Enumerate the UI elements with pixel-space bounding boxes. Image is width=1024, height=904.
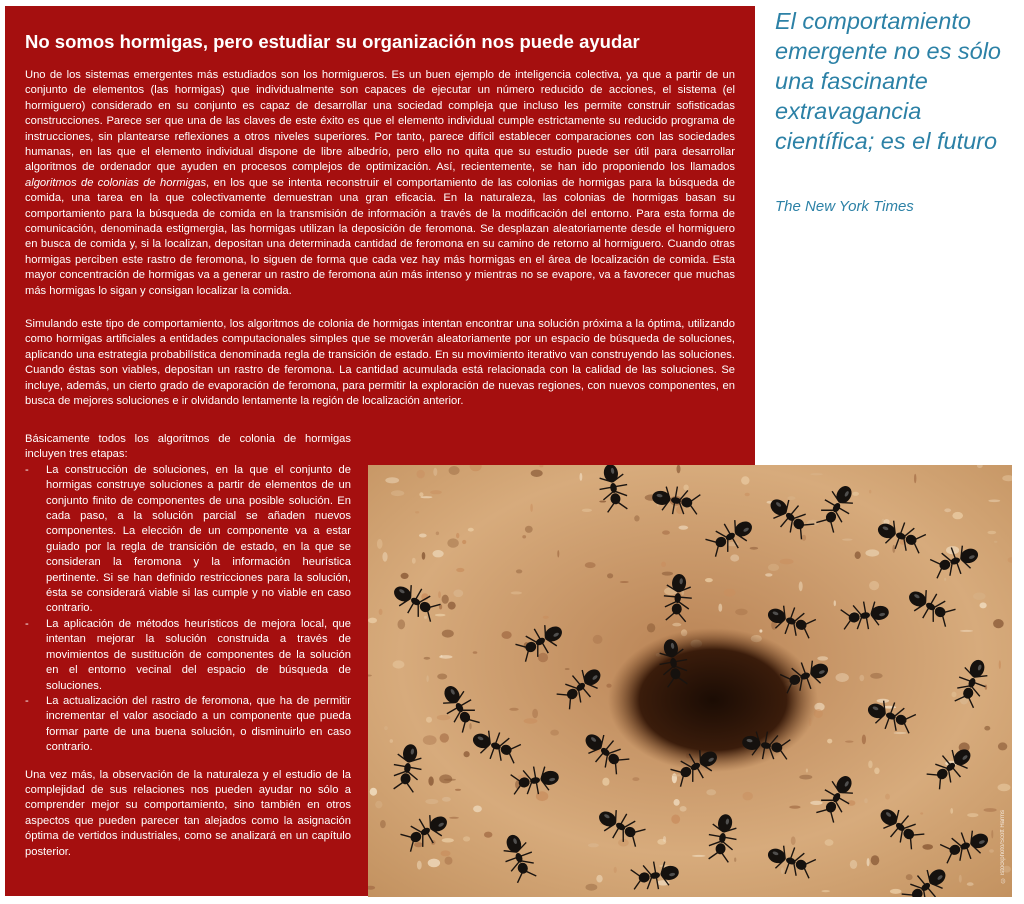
soil-grain (743, 792, 753, 801)
soil-grain (377, 539, 383, 549)
soil-grain (484, 832, 492, 838)
soil-grain (892, 545, 895, 553)
soil-grain (449, 817, 459, 819)
paragraph-simulation: Simulando este tipo de comportamiento, los algoritmos de colonia de hormigas intentan encontrar una solución próxima a la óptima, utilizando como hormigas artificiales a entidades computacionales simples que se moverán aleatoriamente por un espacio de búsqueda de soluciones, aplicando una estrategia probabilística denominada regla de transición de estado. En su movimiento iterativo van construyendo las soluciones. Cuando éstas son viables, depositan un rastro de feromona. La cantidad acumulada está relacionada con la calidad de las soluciones. Se incluye, además, un cierto grado de evaporación de feromona, para permitir la exploración de nuevas regiones, con nuevos componentes, en busca de mejores soluciones e ir olvidando lentamente la región de localización anterior. (25, 318, 735, 408)
list-item: - La aplicación de métodos heurísticos de mejora local, que intentan mejorar la solución construida a través de movimientos de sustitución de componentes de la solución en el entorno vecinal del espacio de búsqueda de soluciones. (25, 617, 351, 694)
soil-grain (780, 559, 794, 565)
soil-grain (430, 490, 442, 494)
soil-grain (768, 564, 779, 571)
paragraph-stages-intro: Básicamente todos los algoritmos de colonia de hormigas incluyen tres etapas: (25, 433, 351, 461)
soil-grain (952, 692, 957, 698)
soil-grain (424, 616, 427, 619)
soil-grain (375, 801, 382, 809)
soil-grain (759, 629, 762, 632)
soil-grain (987, 531, 996, 534)
soil-grain (384, 726, 388, 730)
soil-grain (607, 573, 613, 578)
soil-grain (973, 593, 986, 600)
soil-grain (516, 569, 522, 573)
soil-grain (463, 836, 470, 841)
soil-grain (419, 492, 423, 496)
left-column (25, 432, 351, 860)
soil-grain (455, 789, 461, 791)
soil-grain (810, 473, 823, 475)
soil-grain (464, 751, 470, 757)
soil-grain (647, 623, 655, 632)
soil-grain (821, 890, 830, 892)
soil-grain (683, 485, 688, 491)
soil-grain (802, 535, 806, 541)
soil-grain (662, 572, 673, 576)
soil-grain (423, 735, 437, 745)
soil-grain (419, 534, 427, 538)
soil-grain (859, 675, 864, 681)
soil-grain (620, 581, 629, 583)
soil-grain (412, 558, 416, 564)
soil-grain (401, 573, 409, 579)
soil-grain (834, 600, 836, 606)
soil-grain (557, 550, 559, 557)
soil-grain (871, 855, 880, 865)
soil-grain (920, 812, 923, 814)
soil-grain (735, 609, 747, 616)
soil-grain (453, 590, 463, 598)
soil-grain (867, 858, 870, 866)
soil-grain (988, 500, 1000, 503)
ants-photo (368, 465, 1012, 897)
pull-quote: El comportamiento emergente no es sólo una fascinante extravagancia científica; es el futuro (775, 8, 1002, 154)
soil-grain (586, 884, 598, 891)
soil-grain (855, 551, 861, 559)
soil-grain (614, 867, 617, 873)
soil-grain (509, 708, 518, 711)
soil-grain (599, 501, 606, 503)
soil-grain (449, 466, 460, 475)
soil-grain (877, 699, 890, 703)
soil-grain (425, 799, 438, 804)
soil-grain (817, 656, 828, 660)
soil-grain (984, 808, 997, 812)
soil-grain (993, 619, 1004, 628)
soil-grain (706, 789, 716, 795)
stages-list (25, 463, 351, 756)
soil-grain (588, 843, 599, 847)
soil-grain (734, 858, 736, 862)
soil-grain (380, 820, 386, 828)
soil-grain (989, 849, 994, 852)
soil-grain (914, 474, 916, 483)
soil-grain (368, 618, 377, 624)
soil-grain (799, 775, 812, 780)
soil-grain (438, 591, 441, 598)
soil-grain (393, 660, 405, 668)
soil-grain (435, 614, 446, 617)
soil-grain (890, 889, 902, 894)
soil-grain (705, 578, 713, 582)
soil-grain (885, 794, 890, 800)
photo-credit: © istockphoto/Scott Harms (1000, 810, 1006, 883)
soil-grain (671, 815, 680, 824)
soil-grain (379, 609, 383, 615)
soil-grain (390, 739, 393, 743)
soil-grain (530, 504, 533, 512)
soil-grain (417, 861, 422, 870)
paragraph-ant-colonies (25, 68, 735, 299)
soil-grain (382, 552, 387, 562)
soil-grain (870, 673, 882, 679)
soil-grain (950, 808, 953, 814)
soil-grain (422, 552, 426, 560)
soil-grain (960, 630, 973, 632)
soil-grain (448, 602, 456, 610)
paragraph-conclusion: Una vez más, la observación de la naturaleza y el estudio de la complejidad de sus relaciones nos pueden ayudar no sólo a comprender mejor su comportamiento, sino también en otros aspectos que pueden parecer tan alejados como la asignación óptima de vertidos industriales, como se analizará en un capítulo posterior. (25, 768, 351, 858)
soil-grain (967, 882, 974, 886)
soil-grain (532, 709, 538, 718)
soil-grain (810, 801, 822, 805)
soil-grain (370, 788, 377, 796)
soil-grain (473, 806, 482, 813)
soil-grain (565, 668, 570, 670)
soil-grain (441, 850, 451, 856)
soil-grain (634, 515, 639, 521)
soil-grain (868, 761, 872, 769)
soil-grain (426, 675, 428, 682)
soil-grain (865, 549, 879, 556)
soil-grain (585, 562, 596, 568)
soil-grain (852, 492, 859, 496)
soil-grain (750, 547, 759, 550)
soil-grain (791, 836, 796, 845)
soil-grain (806, 769, 808, 773)
soil-grain (469, 723, 471, 729)
soil-grain (862, 735, 866, 745)
soil-grain (437, 715, 451, 721)
soil-grain (538, 653, 548, 663)
soil-grain (632, 777, 639, 781)
soil-grain (433, 468, 437, 476)
soil-grain (842, 539, 853, 541)
soil-grain (439, 774, 452, 783)
paragraph-text: Uno de los sistemas emergentes más estudiados son los hormigueros. Es un buen ejemplo de inteligencia colectiva, ya que a partir de un conjunto de elementos (las hormigas) que individualmente son capaces de ejecutar un número reducido de acciones, el sistema (el hormiguero) considerado en su conjunto es capaz de desarrollar una sociedad compleja que incluso les permite construir sofisticadas construcciones. Parece ser que una de las claves de este éxito es que el elemento individual cumple estrictamente su reducido programa de instrucciones, sin plantearse reflexiones a otros niveles superiores. Por tanto, parece difícil establecer comparaciones con las sociedades humanas, en las que el elemento individual dispone de libre albedrío, pero ello no quita que su estudio puede ser útil para desarrollar algoritmos de ordenador que ayuden en procesos complejos de optimización. Así, recientemente, se han ido proponiendo los llamados (25, 69, 735, 174)
soil-grain (593, 635, 603, 644)
soil-grain (522, 535, 526, 538)
soil-grain (445, 857, 453, 865)
article-title: No somos hormigas, pero estudiar su organización nos puede ayudar (25, 31, 640, 52)
soil-grain (991, 830, 993, 839)
soil-grain (741, 476, 749, 484)
soil-grain (952, 512, 963, 519)
soil-grain (661, 562, 666, 567)
paragraph-text: , en los que se intenta reconstruir el comportamiento de las colonias de hormigas para la búsqueda de comida, una tarea en la que colectivamente demuestran una gran eficacia. En la naturaleza, las colonias de hormigas basan su comportamiento para la búsqueda de comida en la transmisión de información a través de la modificación del entorno. Para esta forma de comunicación, denominada estigmergia, las hormigas utilizan la deposición de feromona. Se desplazan aleatoriamente desde el hormiguero en busca de comida y, si la localizan, depositan una determinada cantidad de feromona en su camino de retorno al hormiguero. Cuando otras hormigas perciben este rastro de feromona, lo siguen de forma que cada vez hay más hormigas en el área de localización de comida. Esta mayor concentración de hormigas va a generar un rastro de feromona aún más intenso y mientras no se evapore, va a favorecer que muchas más hormigas lo sigan y consigan localizar la comida. (25, 176, 735, 297)
soil-grain (398, 619, 406, 629)
soil-grain (672, 623, 681, 627)
soil-grain (525, 526, 533, 533)
soil-grain (674, 799, 680, 806)
soil-grain (417, 470, 425, 479)
soil-grain (679, 526, 689, 530)
soil-grain (869, 581, 879, 590)
soil-grain (836, 673, 849, 682)
soil-grain (442, 595, 449, 604)
soil-grain (799, 581, 803, 591)
soil-grain (787, 496, 795, 500)
list-item: - La construcción de soluciones, en la que el conjunto de hormigas construye soluciones a partir de elementos de un conjunto finito de componentes de una posible solución. En cada paso, a la solución parcial se añaden nuevos componentes. La elección de un componente va a estar guiado por la regla de transición de estado, en la que se consideran la feromona y la información heurística pertinente. Si se han definido restricciones para la solución, ésta se considerará viable si las cumple y no viable en caso contrario. (25, 463, 351, 617)
soil-grain (468, 528, 474, 532)
soil-grain (440, 655, 442, 657)
soil-grain (662, 530, 670, 534)
soil-grain (781, 867, 784, 874)
soil-grain (456, 533, 459, 538)
soil-grain (420, 496, 432, 498)
soil-grain (428, 859, 440, 868)
soil-grain (894, 732, 907, 734)
soil-grain (602, 778, 609, 786)
soil-grain (442, 630, 454, 638)
soil-grain (440, 733, 449, 742)
soil-grain (680, 806, 687, 812)
soil-grain (663, 836, 666, 842)
nest-hole (608, 628, 818, 772)
ants-illustration (368, 465, 1012, 897)
soil-grain (869, 490, 871, 494)
soil-grain (906, 874, 913, 880)
soil-grain (864, 798, 868, 803)
soil-grain (718, 604, 722, 612)
soil-grain (442, 838, 454, 842)
soil-grain (980, 602, 987, 608)
soil-grain (825, 839, 834, 846)
soil-grain (827, 739, 832, 744)
soil-grain (436, 532, 439, 536)
soil-grain (984, 726, 990, 731)
soil-grain (944, 508, 951, 512)
soil-grain (596, 875, 602, 883)
soil-grain (543, 616, 549, 619)
soil-grain (582, 509, 592, 512)
italic-term: algoritmos de colonias de hormigas (25, 176, 207, 189)
soil-grain (765, 573, 772, 576)
soil-grain (524, 718, 538, 723)
soil-grain (959, 875, 962, 883)
soil-grain (531, 470, 543, 477)
soil-grain (385, 477, 399, 483)
soil-grain (994, 541, 997, 543)
soil-grain (433, 550, 444, 557)
list-item: - La actualización del rastro de feromona, que ha de permitir incrementar el valor asociado a un componente que pueda formar parte de una buena solución, o disminuirlo en caso contrario. (25, 694, 351, 756)
soil-grain (677, 465, 681, 473)
soil-grain (730, 554, 739, 561)
soil-grain (944, 578, 946, 581)
soil-grain (692, 855, 706, 857)
soil-grain (437, 674, 447, 680)
soil-grain (998, 742, 1007, 750)
soil-grain (462, 540, 466, 544)
soil-grain (426, 717, 432, 723)
soil-grain (580, 473, 583, 481)
soil-grain (874, 768, 879, 775)
soil-grain (999, 660, 1001, 669)
soil-grain (511, 591, 522, 594)
soil-grain (845, 741, 854, 743)
soil-grain (502, 631, 512, 639)
soil-grain (447, 538, 458, 547)
quote-source: The New York Times (775, 198, 914, 215)
soil-grain (998, 784, 1011, 792)
soil-grain (473, 651, 478, 654)
soil-grain (850, 860, 857, 869)
soil-grain (967, 813, 978, 817)
soil-grain (550, 730, 559, 736)
soil-grain (442, 797, 451, 802)
soil-grain (415, 511, 419, 513)
soil-grain (724, 589, 736, 597)
soil-grain (922, 844, 933, 850)
soil-grain (414, 842, 423, 847)
soil-grain (456, 568, 464, 572)
soil-grain (391, 490, 404, 496)
soil-grain (428, 776, 433, 785)
soil-grain (789, 806, 800, 809)
soil-grain (424, 657, 431, 660)
soil-grain (745, 493, 750, 496)
